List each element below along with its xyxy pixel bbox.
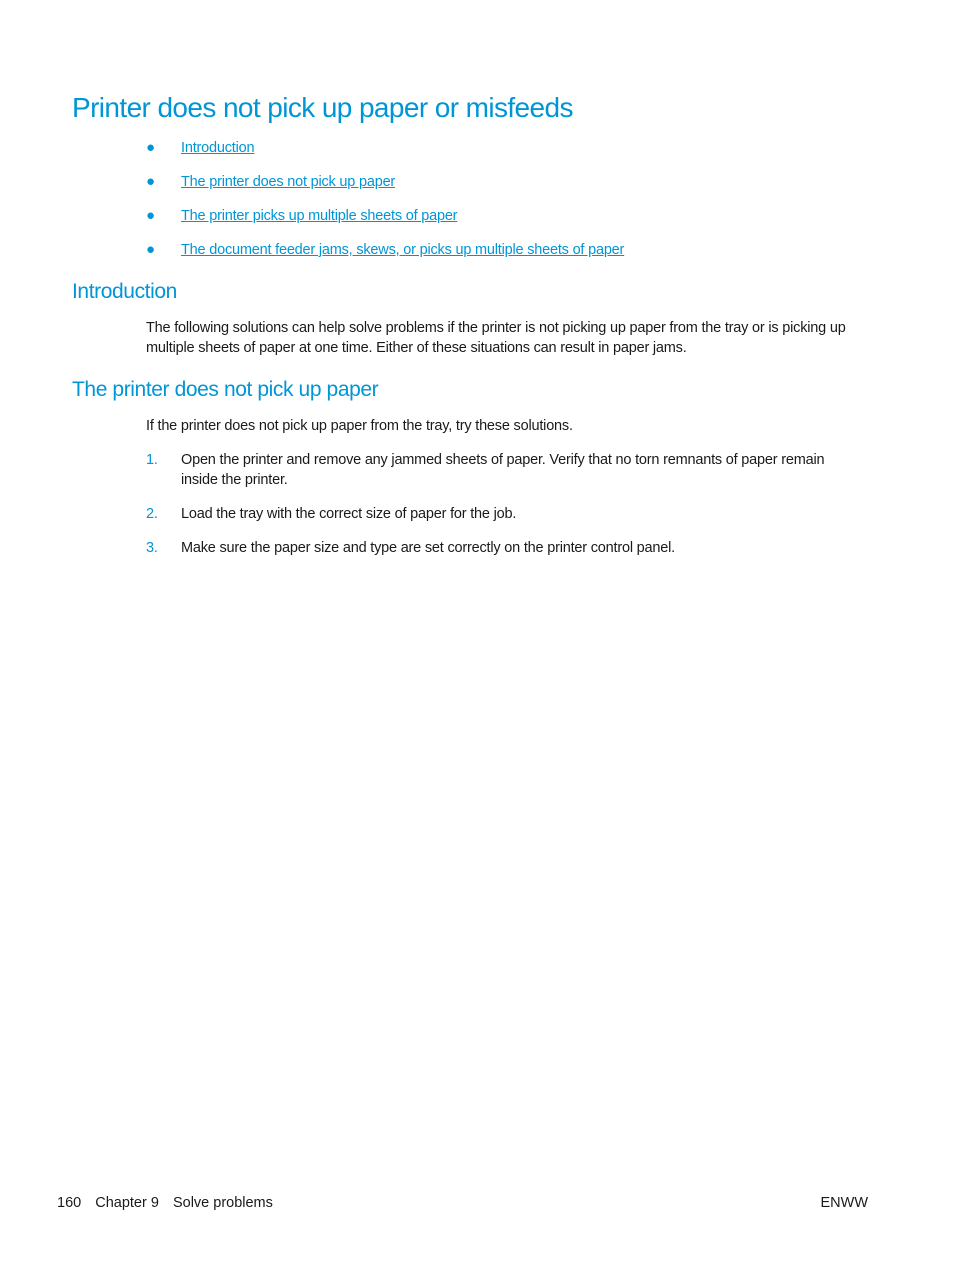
chapter-label: Chapter 9 (95, 1195, 159, 1211)
footer-left (57, 1193, 283, 1213)
step-item (146, 450, 858, 504)
toc-link-no-pickup[interactable]: The printer does not pick up paper (181, 174, 396, 190)
step-number: 1. (146, 452, 158, 468)
table-of-contents (146, 138, 624, 274)
toc-link-introduction[interactable]: Introduction (181, 140, 255, 156)
toc-item-introduction (146, 138, 624, 172)
introduction-heading: Introduction (72, 280, 177, 303)
page-title: Printer does not pick up paper or misfeeds (72, 92, 573, 123)
toc-item-multiple-sheets (146, 206, 624, 240)
bullet-icon: ● (146, 207, 156, 224)
toc-item-document-feeder (146, 240, 624, 274)
step-item (146, 538, 858, 572)
bullet-icon: ● (146, 173, 156, 190)
step-text: Open the printer and remove any jammed sheets of paper. Verify that no torn remnants of paper remain inside the printer. (181, 452, 825, 488)
step-text: Load the tray with the correct size of paper for the job. (181, 506, 517, 522)
step-number: 2. (146, 506, 158, 522)
step-text: Make sure the paper size and type are set correctly on the printer control panel. (181, 540, 675, 556)
bullet-icon: ● (146, 241, 156, 258)
bullet-icon: ● (146, 139, 156, 156)
solution-steps (146, 450, 858, 572)
footer-right: ENWW (820, 1195, 868, 1211)
toc-link-document-feeder[interactable]: The document feeder jams, skews, or picks up multiple sheets of paper (181, 242, 625, 258)
toc-link-multiple-sheets[interactable]: The printer picks up multiple sheets of paper (181, 208, 458, 224)
no-pickup-heading: The printer does not pick up paper (72, 378, 379, 401)
step-number: 3. (146, 540, 158, 556)
toc-item-no-pickup (146, 172, 624, 206)
page-number: 160 (57, 1195, 82, 1211)
step-item (146, 504, 858, 538)
no-pickup-intro: If the printer does not pick up paper from the tray, try these solutions. (146, 418, 573, 434)
introduction-text: The following solutions can help solve problems if the printer is not picking up paper from the tray or is picking up multiple sheets of paper at one time. Either of these situations can result in paper jams. (146, 320, 846, 356)
chapter-title: Solve problems (172, 1195, 273, 1211)
